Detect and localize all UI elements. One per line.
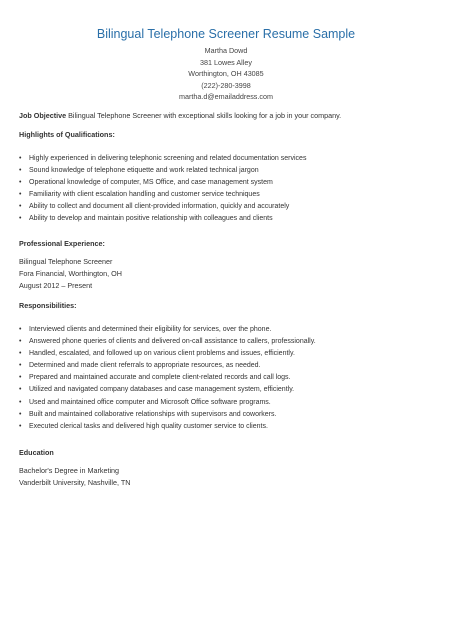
contact-email: martha.d@emailaddress.com [179,92,273,101]
bullet-icon: • [19,386,22,394]
bullet-icon: • [19,167,22,175]
bullet-icon: • [19,410,22,418]
list-item: • Executed clerical tasks and delivered high quality customer service to clients. [19,422,268,430]
education-degree: Bachelor's Degree in Marketing [19,466,120,475]
experience-company: Fora Financial, Worthington, OH [19,269,122,278]
contact-block [0,45,452,103]
bullet-icon: • [19,398,22,406]
list-item: • Prepared and maintained accurate and complete client-related records and call logs. [19,374,291,382]
experience-heading: Professional Experience: [19,239,105,248]
job-objective-label: Job Objective [19,111,67,120]
experience-dates: August 2012 – Present [19,281,93,290]
bullet-icon: • [19,326,22,333]
bullet-icon: • [19,422,22,430]
list-item: • Utilized and navigated company databases and case management system, efficiently. [19,386,295,394]
highlights-list [19,154,306,227]
education-heading: Education [19,448,54,457]
list-item: • Interviewed clients and determined their eligibility for services, over the phone. [19,326,272,333]
contact-street: 381 Lowes Alley [200,57,252,67]
list-item: • Used and maintained office computer and Microsoft Office software programs. [19,398,271,406]
list-item: • Highly experienced in delivering telephonic screening and related documentation services [19,155,307,162]
bullet-icon: • [19,338,22,346]
bullet-icon: • [19,350,22,358]
resume-title: Bilingual Telephone Screener Resume Sample [96,27,356,41]
list-item: • Familiarity with client escalation handling and customer service techniques [19,191,260,199]
bullet-icon: • [19,155,22,162]
bullet-icon: • [19,362,22,370]
bullet-icon: • [19,179,22,187]
experience-job-title: Bilingual Telephone Screener [19,257,113,266]
list-item: • Handled, escalated, and followed up on various client problems and issues, efficiently. [19,350,295,358]
list-item: • Built and maintained collaborative relationships with supervisors and coworkers. [19,410,277,418]
highlights-heading: Highlights of Qualifications: [19,130,115,139]
list-item: • Answered phone queries of clients and delivered on-call assistance to callers, professionally. [19,338,316,346]
list-item: • Ability to develop and maintain positive relationship with colleagues and clients [19,215,273,223]
responsibilities-heading: Responsibilities: [19,301,77,310]
bullet-icon: • [19,203,22,211]
list-item: • Sound knowledge of telephone etiquette and work related technical jargon [19,167,259,175]
list-item: • Ability to collect and document all client-provided information, quickly and accurately [19,203,290,211]
job-objective-text: Bilingual Telephone Screener with exceptional skills looking for a job in your company. [68,111,342,120]
contact-city: Worthington, OH 43085 [188,69,264,78]
list-item: • Operational knowledge of computer, MS Office, and case management system [19,179,273,187]
list-item: • Determined and made client referrals to appropriate resources, as needed. [19,362,261,370]
job-objective [19,111,341,121]
bullet-icon: • [19,374,22,382]
contact-name: Martha Dowd [204,46,248,55]
contact-phone: (222)-280-3998 [201,80,251,90]
bullet-icon: • [19,191,22,199]
education-school: Vanderbilt University, Nashville, TN [19,478,131,487]
bullet-icon: • [19,215,22,223]
responsibilities-list [19,325,316,434]
